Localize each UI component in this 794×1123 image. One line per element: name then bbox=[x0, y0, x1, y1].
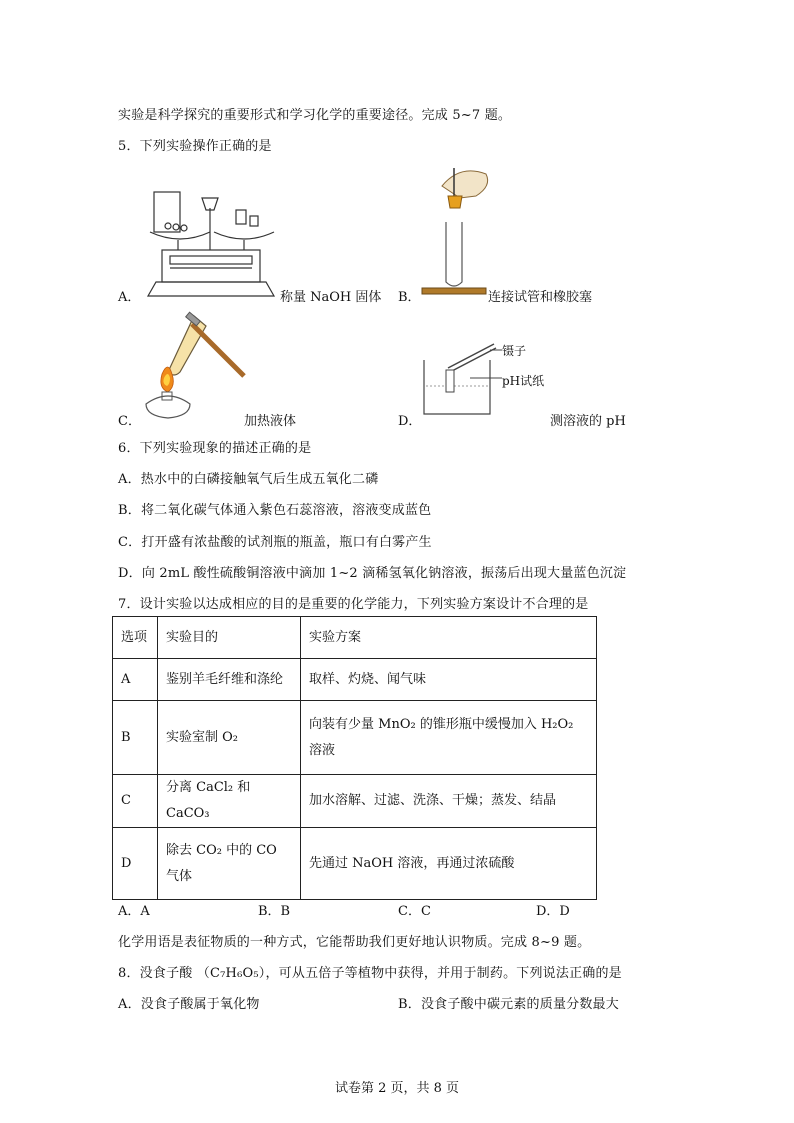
q7-answer-d: D．D bbox=[536, 904, 570, 919]
row-a-option: A bbox=[113, 659, 158, 701]
row-c-plan: 加水溶解、过滤、洗涤、干燥；蒸发、结晶 bbox=[301, 775, 597, 828]
ph-paper-annotation: pH试纸 bbox=[502, 374, 545, 388]
annotation-leader-lines bbox=[470, 346, 510, 386]
q7-answer-c: C．C bbox=[398, 904, 431, 919]
q5-option-d-caption: 测溶液的 pH bbox=[550, 414, 626, 429]
balance-illustration bbox=[140, 188, 280, 300]
question-8-stem: 8．没食子酸 （C₇H₆O₅），可从五倍子等植物中获得，并用于制药。下列说法正确的是 bbox=[118, 966, 622, 981]
q6-option-a: A．热水中的白磷接触氧气后生成五氧化二磷 bbox=[118, 472, 379, 487]
heating-liquid-illustration bbox=[140, 310, 250, 422]
q7-answer-a: A．A bbox=[118, 904, 150, 919]
q5-option-b-label: B． bbox=[398, 290, 421, 305]
row-c-option: C bbox=[113, 775, 158, 828]
header-goal: 实验目的 bbox=[158, 617, 301, 659]
experiment-table bbox=[112, 616, 597, 900]
row-b-plan: 向装有少量 MnO₂ 的锥形瓶中缓慢加入 H₂O₂ 溶液 bbox=[301, 701, 597, 775]
question-5-stem: 5．下列实验操作正确的是 bbox=[118, 139, 272, 154]
row-d-plan: 先通过 NaOH 溶液，再通过浓硫酸 bbox=[301, 828, 597, 900]
q6-option-b: B．将二氧化碳气体通入紫色石蕊溶液，溶液变成蓝色 bbox=[118, 503, 432, 518]
row-b-option: B bbox=[113, 701, 158, 775]
q5-option-c-caption: 加热液体 bbox=[244, 414, 297, 429]
test-tube-stopper-illustration bbox=[420, 164, 500, 298]
row-d-option: D bbox=[113, 828, 158, 900]
table-header-row bbox=[113, 617, 597, 659]
table-row bbox=[113, 659, 597, 701]
page-footer: 试卷第 2 页，共 8 页 bbox=[334, 1081, 460, 1096]
header-option: 选项 bbox=[113, 617, 158, 659]
q7-answer-b: B．B bbox=[258, 904, 291, 919]
table-row bbox=[113, 828, 597, 900]
q5-option-c-label: C． bbox=[118, 414, 141, 429]
table-row bbox=[113, 701, 597, 775]
table-row bbox=[113, 775, 597, 828]
question-7-stem: 7．设计实验以达成相应的目的是重要的化学能力，下列实验方案设计不合理的是 bbox=[118, 597, 589, 612]
row-c-goal: 分离 CaCl₂ 和 CaCO₃ bbox=[158, 775, 301, 828]
q5-option-d-label: D． bbox=[398, 414, 422, 429]
q8-option-a: A．没食子酸属于氧化物 bbox=[118, 997, 260, 1012]
row-b-goal: 实验室制 O₂ bbox=[158, 701, 301, 775]
row-a-goal: 鉴别羊毛纤维和涤纶 bbox=[158, 659, 301, 701]
section-intro-8-9: 化学用语是表征物质的一种方式，它能帮助我们更好地认识物质。完成 8~9 题。 bbox=[118, 935, 591, 950]
tweezers-annotation: 镊子 bbox=[502, 344, 527, 358]
q6-option-d: D．向 2mL 酸性硫酸铜溶液中滴加 1~2 滴稀氢氧化钠溶液，振荡后出现大量蓝色沉淀 bbox=[118, 566, 627, 581]
question-6-stem: 6．下列实验现象的描述正确的是 bbox=[118, 441, 312, 456]
q5-option-a-caption: 称量 NaOH 固体 bbox=[280, 290, 382, 305]
q5-option-a-label: A． bbox=[118, 290, 141, 305]
section-intro-5-7: 实验是科学探究的重要形式和学习化学的重要途径。完成 5~7 题。 bbox=[118, 108, 512, 123]
row-a-plan: 取样、灼烧、闻气味 bbox=[301, 659, 597, 701]
q5-option-b-caption: 连接试管和橡胶塞 bbox=[488, 290, 593, 305]
q6-option-c: C．打开盛有浓盐酸的试剂瓶的瓶盖，瓶口有白雾产生 bbox=[118, 535, 432, 550]
q8-option-b: B．没食子酸中碳元素的质量分数最大 bbox=[398, 997, 619, 1012]
header-plan: 实验方案 bbox=[301, 617, 597, 659]
row-d-goal: 除去 CO₂ 中的 CO 气体 bbox=[158, 828, 301, 900]
